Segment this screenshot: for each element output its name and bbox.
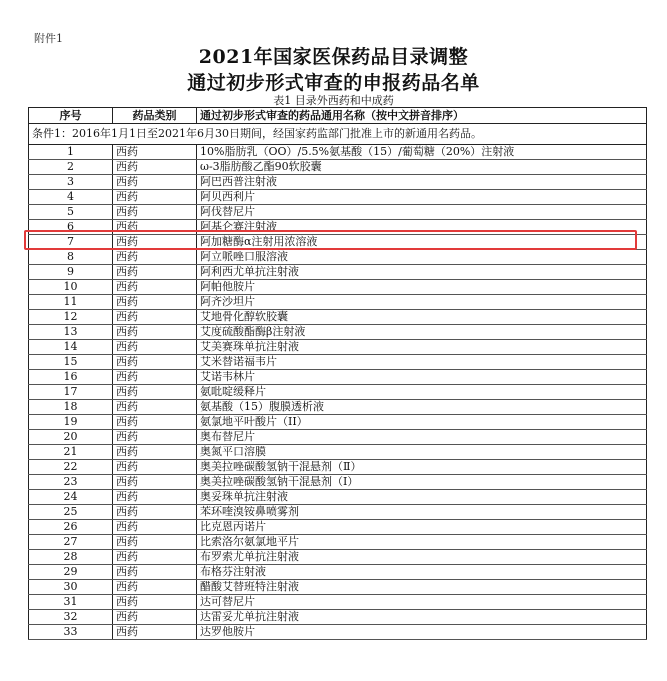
row-category: 西药 bbox=[113, 580, 197, 595]
row-drug-name: 醋酸艾替班特注射液 bbox=[197, 580, 647, 595]
row-drug-name: 氨氯地平叶酸片（II） bbox=[197, 415, 647, 430]
row-drug-name: ω-3脂肪酸乙酯90软胶囊 bbox=[197, 160, 647, 175]
condition-text: 条件1：2016年1月1日至2021年6月30日期间，经国家药监部门批准上市的新通用名药品。 bbox=[29, 124, 647, 145]
table-row bbox=[29, 415, 647, 430]
row-drug-name: 奥妥珠单抗注射液 bbox=[197, 490, 647, 505]
table-row bbox=[29, 460, 647, 475]
table-row bbox=[29, 595, 647, 610]
row-category: 西药 bbox=[113, 280, 197, 295]
table-row bbox=[29, 190, 647, 205]
row-drug-name: 阿帕他胺片 bbox=[197, 280, 647, 295]
row-drug-name: 布格芬注射液 bbox=[197, 565, 647, 580]
row-category: 西药 bbox=[113, 265, 197, 280]
row-drug-name: 阿齐沙坦片 bbox=[197, 295, 647, 310]
table-row bbox=[29, 625, 647, 640]
row-drug-name: 阿基仑赛注射液 bbox=[197, 220, 647, 235]
table-row bbox=[29, 535, 647, 550]
row-number: 28 bbox=[29, 550, 113, 565]
row-drug-name: 达可替尼片 bbox=[197, 595, 647, 610]
table-row bbox=[29, 205, 647, 220]
row-number: 2 bbox=[29, 160, 113, 175]
row-number: 30 bbox=[29, 580, 113, 595]
row-drug-name: 艾度硫酸酯酶β注射液 bbox=[197, 325, 647, 340]
drug-list-table bbox=[28, 107, 647, 640]
row-number: 11 bbox=[29, 295, 113, 310]
row-category: 西药 bbox=[113, 250, 197, 265]
row-number: 25 bbox=[29, 505, 113, 520]
row-category: 西药 bbox=[113, 175, 197, 190]
table-row bbox=[29, 160, 647, 175]
row-category: 西药 bbox=[113, 325, 197, 340]
column-header-category: 药品类别 bbox=[113, 108, 197, 124]
row-number: 23 bbox=[29, 475, 113, 490]
row-category: 西药 bbox=[113, 565, 197, 580]
row-category: 西药 bbox=[113, 235, 197, 250]
row-number: 1 bbox=[29, 145, 113, 160]
row-category: 西药 bbox=[113, 355, 197, 370]
row-drug-name: 艾地骨化醇软胶囊 bbox=[197, 310, 647, 325]
row-drug-name: 奥布替尼片 bbox=[197, 430, 647, 445]
table-row bbox=[29, 445, 647, 460]
column-header-name: 通过初步形式审查的药品通用名称（按中文拼音排序） bbox=[197, 108, 647, 124]
row-number: 15 bbox=[29, 355, 113, 370]
row-number: 26 bbox=[29, 520, 113, 535]
row-category: 西药 bbox=[113, 445, 197, 460]
row-category: 西药 bbox=[113, 610, 197, 625]
row-category: 西药 bbox=[113, 190, 197, 205]
row-drug-name: 氨吡啶缓释片 bbox=[197, 385, 647, 400]
document-title-line1: 2021年国家医保药品目录调整 bbox=[198, 46, 469, 68]
row-number: 7 bbox=[29, 235, 113, 250]
row-category: 西药 bbox=[113, 370, 197, 385]
column-header-no: 序号 bbox=[29, 108, 113, 124]
row-number: 3 bbox=[29, 175, 113, 190]
row-drug-name: 奥美拉唑碳酸氢钠干混悬剂（I） bbox=[197, 475, 647, 490]
row-number: 32 bbox=[29, 610, 113, 625]
row-number: 17 bbox=[29, 385, 113, 400]
table-row bbox=[29, 295, 647, 310]
row-drug-name: 苯环喹溴铵鼻喷雾剂 bbox=[197, 505, 647, 520]
table-row bbox=[29, 235, 647, 250]
row-category: 西药 bbox=[113, 535, 197, 550]
row-drug-name: 布罗索尤单抗注射液 bbox=[197, 550, 647, 565]
row-category: 西药 bbox=[113, 385, 197, 400]
row-number: 31 bbox=[29, 595, 113, 610]
table-row bbox=[29, 220, 647, 235]
table-row bbox=[29, 250, 647, 265]
table-row bbox=[29, 580, 647, 595]
row-number: 21 bbox=[29, 445, 113, 460]
table-row bbox=[29, 550, 647, 565]
row-drug-name: 氨基酸（15）腹膜透析液 bbox=[197, 400, 647, 415]
row-number: 12 bbox=[29, 310, 113, 325]
row-category: 西药 bbox=[113, 400, 197, 415]
table-row bbox=[29, 310, 647, 325]
table-row bbox=[29, 370, 647, 385]
row-category: 西药 bbox=[113, 595, 197, 610]
row-category: 西药 bbox=[113, 460, 197, 475]
row-category: 西药 bbox=[113, 340, 197, 355]
row-number: 19 bbox=[29, 415, 113, 430]
row-number: 16 bbox=[29, 370, 113, 385]
row-drug-name: 艾诺韦林片 bbox=[197, 370, 647, 385]
document-title-line2: 通过初步形式审查的申报药品名单 bbox=[187, 72, 480, 94]
row-category: 西药 bbox=[113, 475, 197, 490]
row-drug-name: 阿巴西普注射液 bbox=[197, 175, 647, 190]
row-number: 20 bbox=[29, 430, 113, 445]
table-row bbox=[29, 280, 647, 295]
row-drug-name: 阿伐替尼片 bbox=[197, 205, 647, 220]
table-row bbox=[29, 610, 647, 625]
row-number: 9 bbox=[29, 265, 113, 280]
table-row bbox=[29, 340, 647, 355]
drug-list-table-container bbox=[28, 107, 646, 640]
row-category: 西药 bbox=[113, 415, 197, 430]
row-drug-name: 10%脂肪乳（OO）/5.5%氨基酸（15）/葡萄糖（20%）注射液 bbox=[197, 145, 647, 160]
row-number: 29 bbox=[29, 565, 113, 580]
row-category: 西药 bbox=[113, 625, 197, 640]
row-category: 西药 bbox=[113, 160, 197, 175]
row-number: 33 bbox=[29, 625, 113, 640]
row-drug-name: 阿立哌唑口服溶液 bbox=[197, 250, 647, 265]
row-category: 西药 bbox=[113, 430, 197, 445]
row-drug-name: 比索洛尔氨氯地平片 bbox=[197, 535, 647, 550]
row-number: 6 bbox=[29, 220, 113, 235]
row-number: 8 bbox=[29, 250, 113, 265]
row-number: 5 bbox=[29, 205, 113, 220]
table-row bbox=[29, 565, 647, 580]
row-category: 西药 bbox=[113, 295, 197, 310]
row-drug-name: 达雷妥尤单抗注射液 bbox=[197, 610, 647, 625]
row-drug-name: 奥美拉唑碳酸氢钠干混悬剂（Ⅱ） bbox=[197, 460, 647, 475]
row-category: 西药 bbox=[113, 145, 197, 160]
table-row bbox=[29, 505, 647, 520]
row-category: 西药 bbox=[113, 550, 197, 565]
row-drug-name: 艾米替诺福韦片 bbox=[197, 355, 647, 370]
table-row bbox=[29, 265, 647, 280]
table-header-row bbox=[29, 108, 647, 124]
row-number: 13 bbox=[29, 325, 113, 340]
table-row bbox=[29, 145, 647, 160]
row-category: 西药 bbox=[113, 490, 197, 505]
row-number: 24 bbox=[29, 490, 113, 505]
row-drug-name: 阿利西尤单抗注射液 bbox=[197, 265, 647, 280]
table-row bbox=[29, 490, 647, 505]
table-caption: 表1 目录外西药和中成药 bbox=[273, 94, 394, 107]
row-category: 西药 bbox=[113, 520, 197, 535]
row-category: 西药 bbox=[113, 505, 197, 520]
row-number: 22 bbox=[29, 460, 113, 475]
row-drug-name: 阿贝西利片 bbox=[197, 190, 647, 205]
row-number: 27 bbox=[29, 535, 113, 550]
condition-row bbox=[29, 124, 647, 145]
row-number: 4 bbox=[29, 190, 113, 205]
table-row bbox=[29, 400, 647, 415]
row-category: 西药 bbox=[113, 310, 197, 325]
table-row bbox=[29, 385, 647, 400]
row-category: 西药 bbox=[113, 220, 197, 235]
row-number: 10 bbox=[29, 280, 113, 295]
row-drug-name: 艾美赛珠单抗注射液 bbox=[197, 340, 647, 355]
row-number: 14 bbox=[29, 340, 113, 355]
attachment-label: 附件1 bbox=[34, 32, 63, 45]
table-row bbox=[29, 325, 647, 340]
row-drug-name: 阿加糖酶α注射用浓溶液 bbox=[197, 235, 647, 250]
row-category: 西药 bbox=[113, 205, 197, 220]
row-drug-name: 奥氮平口溶膜 bbox=[197, 445, 647, 460]
row-drug-name: 比克恩丙诺片 bbox=[197, 520, 647, 535]
table-row bbox=[29, 355, 647, 370]
table-row bbox=[29, 475, 647, 490]
row-drug-name: 达罗他胺片 bbox=[197, 625, 647, 640]
table-row bbox=[29, 520, 647, 535]
table-row bbox=[29, 175, 647, 190]
table-row bbox=[29, 430, 647, 445]
row-number: 18 bbox=[29, 400, 113, 415]
